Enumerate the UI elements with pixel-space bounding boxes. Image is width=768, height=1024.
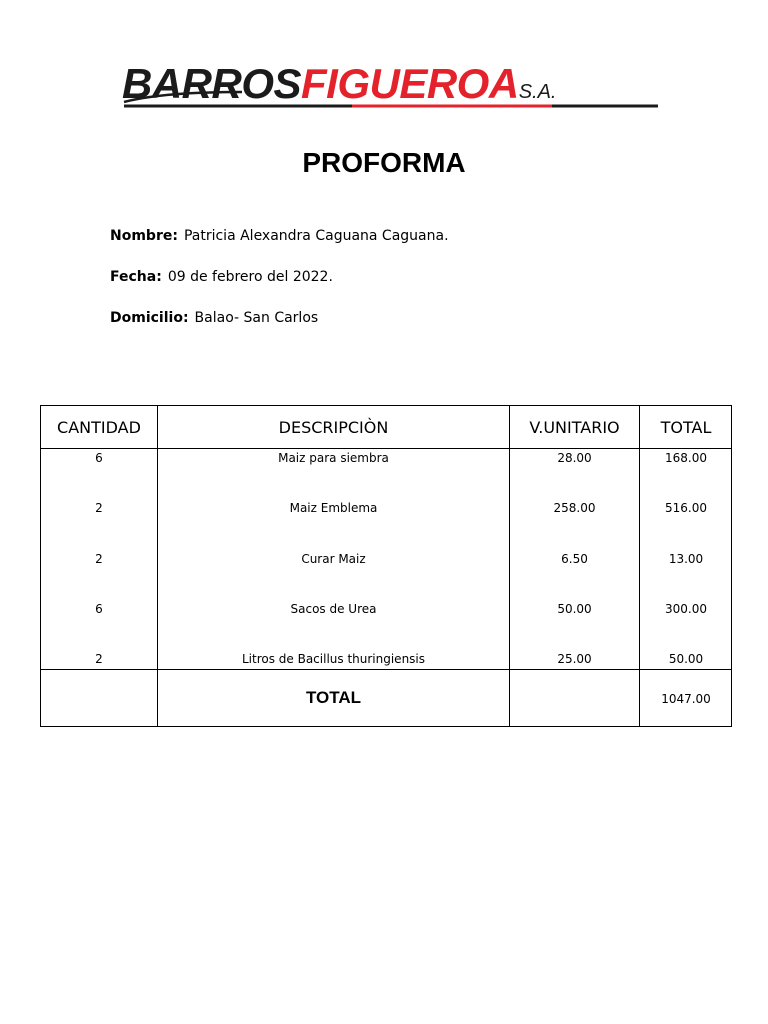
footer-total-label: TOTAL	[305, 688, 362, 707]
cell-cantidad: 2	[95, 652, 103, 666]
cell-descripcion: Sacos de Urea	[290, 602, 377, 616]
logo-text-sa: S.A.	[518, 81, 557, 103]
footer-total-value: 1047.00	[661, 692, 711, 706]
field-domicilio-value: Balao- San Carlos	[194, 310, 319, 326]
cell-total: 13.00	[668, 552, 704, 566]
field-nombre	[110, 226, 449, 246]
field-fecha-label: Fecha:	[110, 269, 162, 285]
field-fecha-value: 09 de febrero del 2022.	[167, 269, 333, 285]
cell-cantidad: 6	[95, 451, 103, 465]
field-domicilio	[110, 308, 318, 328]
company-logo	[122, 62, 662, 112]
cell-descripcion: Curar Maiz	[301, 552, 366, 566]
header-unitario: V.UNITARIO	[529, 417, 620, 437]
cell-cantidad: 6	[95, 602, 103, 616]
cell-descripcion: Litros de Bacillus thuringiensis	[241, 652, 426, 666]
proforma-table	[40, 405, 732, 727]
cell-unitario: 258.00	[553, 501, 596, 515]
cell-descripcion: Maiz Emblema	[289, 501, 378, 515]
cell-total: 168.00	[665, 451, 707, 465]
field-fecha	[110, 267, 333, 287]
field-nombre-label: Nombre:	[110, 228, 178, 244]
cell-descripcion: Maiz para siembra	[278, 451, 389, 465]
cell-cantidad: 2	[95, 552, 103, 566]
field-nombre-value: Patricia Alexandra Caguana Caguana.	[183, 228, 449, 244]
footer-divider	[41, 669, 731, 670]
cell-total: 300.00	[665, 602, 707, 616]
logo-text-figueroa: FIGUEROA	[301, 60, 519, 107]
cell-total: 50.00	[668, 652, 704, 666]
page-title: PROFORMA	[302, 147, 466, 178]
cell-unitario: 25.00	[557, 652, 592, 666]
cell-unitario: 6.50	[561, 552, 588, 566]
cell-unitario: 50.00	[557, 602, 592, 616]
header-cantidad: CANTIDAD	[57, 417, 141, 437]
logo-wordmark	[122, 62, 556, 114]
cell-unitario: 28.00	[557, 451, 592, 465]
header-total: TOTAL	[660, 417, 712, 437]
cell-total: 516.00	[665, 501, 707, 515]
cell-cantidad: 2	[95, 501, 103, 515]
logo-text-barros: BARROS	[122, 60, 302, 107]
header-descripcion: DESCRIPCIÒN	[278, 417, 389, 437]
field-domicilio-label: Domicilio:	[110, 310, 189, 326]
